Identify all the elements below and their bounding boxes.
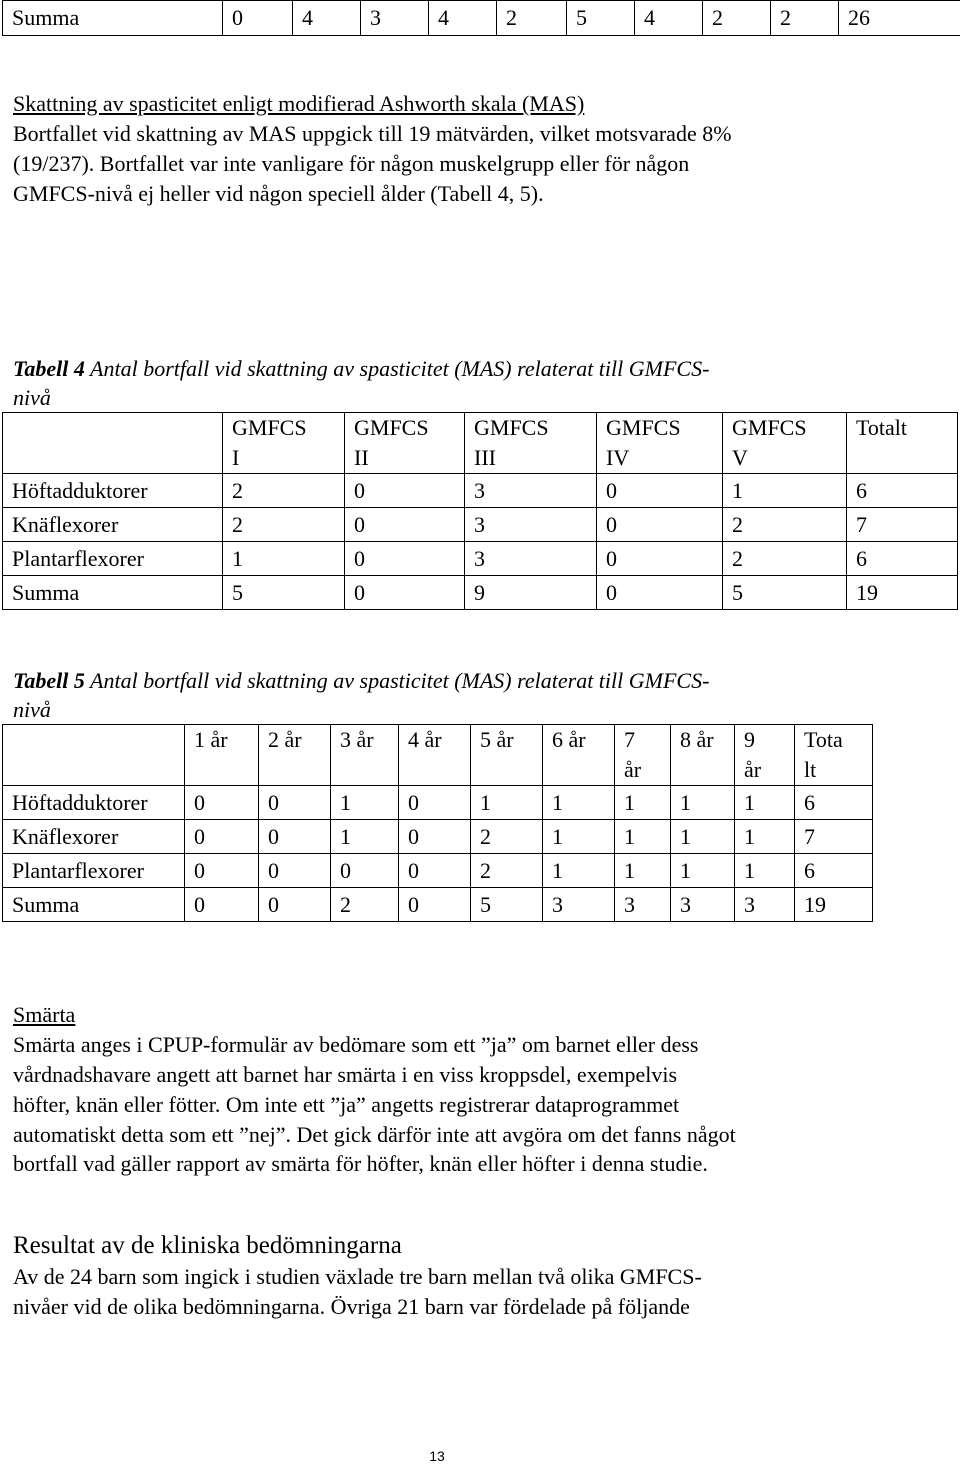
table-cell: 6 (795, 786, 873, 820)
table-cell: 4 (293, 1, 361, 36)
column-header (471, 725, 543, 786)
column-header-line-1: GMFCS (474, 415, 549, 440)
table-cell: 1 (543, 820, 615, 854)
table-cell: 0 (331, 854, 399, 888)
column-header-line-1: 6 år (552, 727, 586, 752)
table-cell: 1 (615, 820, 671, 854)
column-header-line-1: 1 år (194, 727, 228, 752)
table-cell: 0 (345, 542, 465, 576)
table-cell: 5 (223, 576, 345, 610)
column-header-line-1: 4 år (408, 727, 442, 752)
table-cell: 0 (345, 576, 465, 610)
table-cell: 1 (735, 820, 795, 854)
table-cell: 1 (735, 854, 795, 888)
mas-line-1: Bortfallet vid skattning av MAS uppgick till 19 mätvärden, vilket motsvarade 8% (13, 121, 732, 146)
table-cell: 26 (839, 1, 960, 36)
table-cell: 1 (331, 820, 399, 854)
table-cell: 1 (735, 786, 795, 820)
table-cell: 0 (597, 508, 723, 542)
table5-caption-text: Antal bortfall vid skattning av spasticitet (MAS) relaterat till GMFCS- (84, 668, 710, 693)
results-heading: Resultat av de kliniska bedömningarna (13, 1232, 402, 1259)
column-header (259, 725, 331, 786)
table5 (2, 724, 873, 922)
table-cell: 4 (635, 1, 703, 36)
pain-line-3: höfter, knän eller fötter. Om inte ett ”ja” angetts registrerar dataprogrammet (13, 1092, 680, 1117)
column-header (615, 725, 671, 786)
column-header-line-1: 7 (624, 727, 635, 752)
table-cell: 0 (597, 576, 723, 610)
table-cell: 2 (223, 474, 345, 508)
table-cell: 0 (185, 888, 259, 922)
table-cell: 0 (223, 1, 293, 36)
table-cell: 0 (185, 786, 259, 820)
column-header-line-1: 5 år (480, 727, 514, 752)
column-header (223, 413, 345, 474)
page-number: 13 (429, 1448, 445, 1464)
table-cell: 3 (465, 474, 597, 508)
column-header-line-2: V (732, 445, 748, 470)
column-header (543, 725, 615, 786)
table-cell: 0 (345, 474, 465, 508)
row-label: Höftadduktorer (3, 474, 223, 508)
table-cell: 0 (597, 474, 723, 508)
table5-caption-label: Tabell 5 (13, 668, 85, 693)
column-header (3, 725, 185, 786)
row-label: Plantarflexorer (3, 542, 223, 576)
table-cell: 0 (185, 854, 259, 888)
table-cell: 0 (259, 786, 331, 820)
column-header-line-1: 3 år (340, 727, 374, 752)
table-cell: 2 (471, 854, 543, 888)
table5-caption-line-1 (13, 666, 709, 696)
table-cell: 1 (615, 786, 671, 820)
column-header-line-2: IV (606, 445, 630, 470)
pain-line-1: Smärta anges i CPUP-formulär av bedömare som ett ”ja” om barnet eller dess (13, 1032, 699, 1057)
column-header (331, 725, 399, 786)
table-cell: 0 (399, 888, 471, 922)
row-label: Knäflexorer (3, 508, 223, 542)
column-header-line-2: III (474, 445, 496, 470)
column-header (465, 413, 597, 474)
table-row (3, 854, 873, 888)
column-header (671, 725, 735, 786)
table-cell: 1 (471, 786, 543, 820)
table-cell: 0 (185, 820, 259, 854)
table-cell: 6 (847, 542, 958, 576)
table-cell: 19 (795, 888, 873, 922)
column-header-line-1: 8 år (680, 727, 714, 752)
table4-caption-label: Tabell 4 (13, 356, 85, 381)
pain-line-2: vårdnadshavare angett att barnet har smärta i en viss kroppsdel, exempelvis (13, 1062, 678, 1087)
results-line-1: Av de 24 barn som ingick i studien växlade tre barn mellan två olika GMFCS- (13, 1264, 702, 1289)
table-cell: 0 (399, 786, 471, 820)
column-header (399, 725, 471, 786)
column-header-line-2: år (744, 757, 762, 782)
table-row (3, 820, 873, 854)
table-cell: 7 (795, 820, 873, 854)
summa-table (2, 0, 960, 36)
table4-caption-line-1 (13, 354, 709, 384)
table-cell: 1 (671, 854, 735, 888)
table-cell: 2 (471, 820, 543, 854)
column-header-line-1: Tota (804, 727, 843, 752)
table-cell: 1 (723, 474, 847, 508)
column-header-line-2: I (232, 445, 240, 470)
table-cell: 3 (543, 888, 615, 922)
table-cell: 3 (361, 1, 429, 36)
table-cell: 3 (615, 888, 671, 922)
column-header-line-1: Totalt (856, 415, 908, 440)
column-header (847, 413, 958, 474)
table-cell: 5 (471, 888, 543, 922)
column-header (795, 725, 873, 786)
table-cell: 0 (345, 508, 465, 542)
table-cell: 7 (847, 508, 958, 542)
table-cell: 2 (723, 542, 847, 576)
table-cell: 0 (399, 820, 471, 854)
table-cell: 6 (795, 854, 873, 888)
row-label: Höftadduktorer (3, 786, 185, 820)
table-cell: 19 (847, 576, 958, 610)
column-header-line-1: 2 år (268, 727, 302, 752)
column-header (735, 725, 795, 786)
table-cell: 1 (331, 786, 399, 820)
table-cell: 5 (567, 1, 635, 36)
table-cell: 2 (331, 888, 399, 922)
mas-heading: Skattning av spasticitet enligt modifierad Ashworth skala (MAS) (13, 91, 585, 116)
table-row (3, 474, 958, 508)
column-header-line-1: GMFCS (732, 415, 807, 440)
table-cell: 6 (847, 474, 958, 508)
column-header-line-2: lt (804, 757, 817, 782)
table4-caption-text: Antal bortfall vid skattning av spasticitet (MAS) relaterat till GMFCS- (84, 356, 710, 381)
header-row (3, 725, 873, 786)
table-cell: 2 (771, 1, 839, 36)
table-row (3, 542, 958, 576)
table-row (3, 888, 873, 922)
column-header (3, 413, 223, 474)
column-header-line-1: 9 (744, 727, 755, 752)
table-cell: 1 (543, 854, 615, 888)
table-cell: 0 (259, 820, 331, 854)
mas-line-3: GMFCS-nivå ej heller vid någon speciell ålder (Tabell 4, 5). (13, 181, 544, 206)
table-cell: 0 (259, 888, 331, 922)
table-cell: 5 (723, 576, 847, 610)
table-row (3, 576, 958, 610)
row-label: Knäflexorer (3, 820, 185, 854)
table-cell: 2 (223, 508, 345, 542)
row-label: Plantarflexorer (3, 854, 185, 888)
table-cell: 9 (465, 576, 597, 610)
table-cell: 2 (723, 508, 847, 542)
row-label: Summa (3, 576, 223, 610)
table-cell: 1 (223, 542, 345, 576)
pain-line-5: bortfall vad gäller rapport av smärta för höfter, knän eller höfter i denna studie. (13, 1151, 708, 1176)
table-row (3, 786, 873, 820)
row-label: Summa (3, 1, 223, 36)
column-header (723, 413, 847, 474)
table-cell: 1 (615, 854, 671, 888)
table-cell: 0 (399, 854, 471, 888)
table-cell: 1 (671, 820, 735, 854)
table-cell: 2 (703, 1, 771, 36)
table-cell: 0 (259, 854, 331, 888)
table4 (2, 412, 958, 610)
column-header (345, 413, 465, 474)
table-cell: 0 (597, 542, 723, 576)
pain-heading: Smärta (13, 1002, 76, 1027)
table-cell: 3 (465, 542, 597, 576)
table5-caption-line-2: nivå (13, 697, 51, 722)
table-cell: 2 (497, 1, 567, 36)
column-header-line-2: II (354, 445, 369, 470)
table-cell: 4 (429, 1, 497, 36)
summa-row (3, 1, 960, 36)
table-cell: 3 (671, 888, 735, 922)
results-line-2: nivåer vid de olika bedömningarna. Övriga 21 barn var fördelade på följande (13, 1294, 690, 1319)
column-header (597, 413, 723, 474)
column-header-line-1: GMFCS (232, 415, 307, 440)
column-header-line-2: år (624, 757, 642, 782)
column-header-line-1: GMFCS (354, 415, 429, 440)
table-row (3, 508, 958, 542)
table-cell: 1 (671, 786, 735, 820)
table-cell: 3 (465, 508, 597, 542)
column-header-line-1: GMFCS (606, 415, 681, 440)
row-label: Summa (3, 888, 185, 922)
table4-caption-line-2: nivå (13, 385, 51, 410)
column-header (185, 725, 259, 786)
table-cell: 3 (735, 888, 795, 922)
mas-line-2: (19/237). Bortfallet var inte vanligare för någon muskelgrupp eller för någon (13, 151, 690, 176)
header-row (3, 413, 958, 474)
pain-line-4: automatiskt detta som ett ”nej”. Det gick därför inte att avgöra om det fanns något (13, 1122, 736, 1147)
table-cell: 1 (543, 786, 615, 820)
